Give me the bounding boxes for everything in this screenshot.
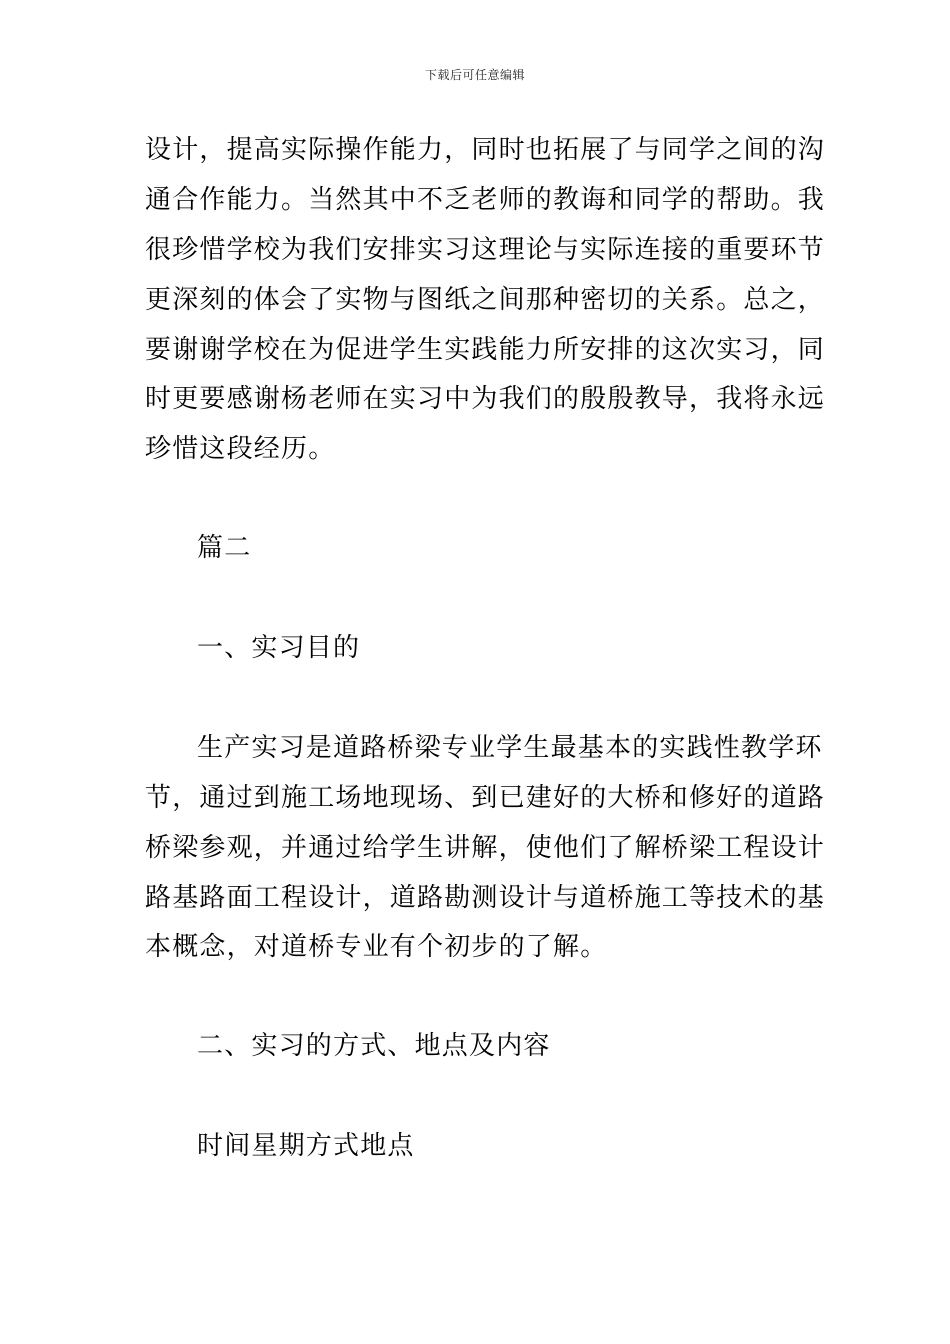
paragraph-line: 时更要感谢杨老师在实习中为我们的殷殷教导，我将永远 (145, 384, 826, 414)
paragraph-line: 很珍惜学校为我们安排实习这理论与实际连接的重要环节 (145, 235, 826, 265)
paragraph-line: 要谢谢学校在为促进学生实践能力所安排的这次实习，同 (145, 335, 826, 365)
heading-objective: 一、实习目的 (197, 633, 361, 663)
table-header-text: 时间星期方式地点 (197, 1131, 415, 1161)
paragraph-line: 节，通过到施工场地现场、到已建好的大桥和修好的道路 (145, 783, 826, 813)
paragraph-line: 路基路面工程设计，道路勘测设计与道桥施工等技术的基 (145, 883, 826, 913)
page-header: 下载后可任意编辑 (424, 68, 525, 82)
paragraph-line: 珍惜这段经历。 (145, 434, 336, 464)
section-title: 篇二 (197, 533, 252, 563)
heading-method-location: 二、实习的方式、地点及内容 (197, 1031, 551, 1061)
paragraph-line: 更深刻的体会了实物与图纸之间那种密切的关系。总之， (145, 285, 826, 315)
paragraph-line: 通合作能力。当然其中不乏老师的教诲和同学的帮助。我 (145, 185, 826, 215)
paragraph-line: 生产实习是道路桥梁专业学生最基本的实践性教学环 (197, 733, 823, 763)
paragraph-line: 桥梁参观，并通过给学生讲解，使他们了解桥梁工程设计 (145, 833, 826, 863)
paragraph-line: 设计，提高实际操作能力，同时也拓展了与同学之间的沟 (145, 135, 826, 165)
paragraph-line: 本概念，对道桥专业有个初步的了解。 (145, 932, 608, 962)
